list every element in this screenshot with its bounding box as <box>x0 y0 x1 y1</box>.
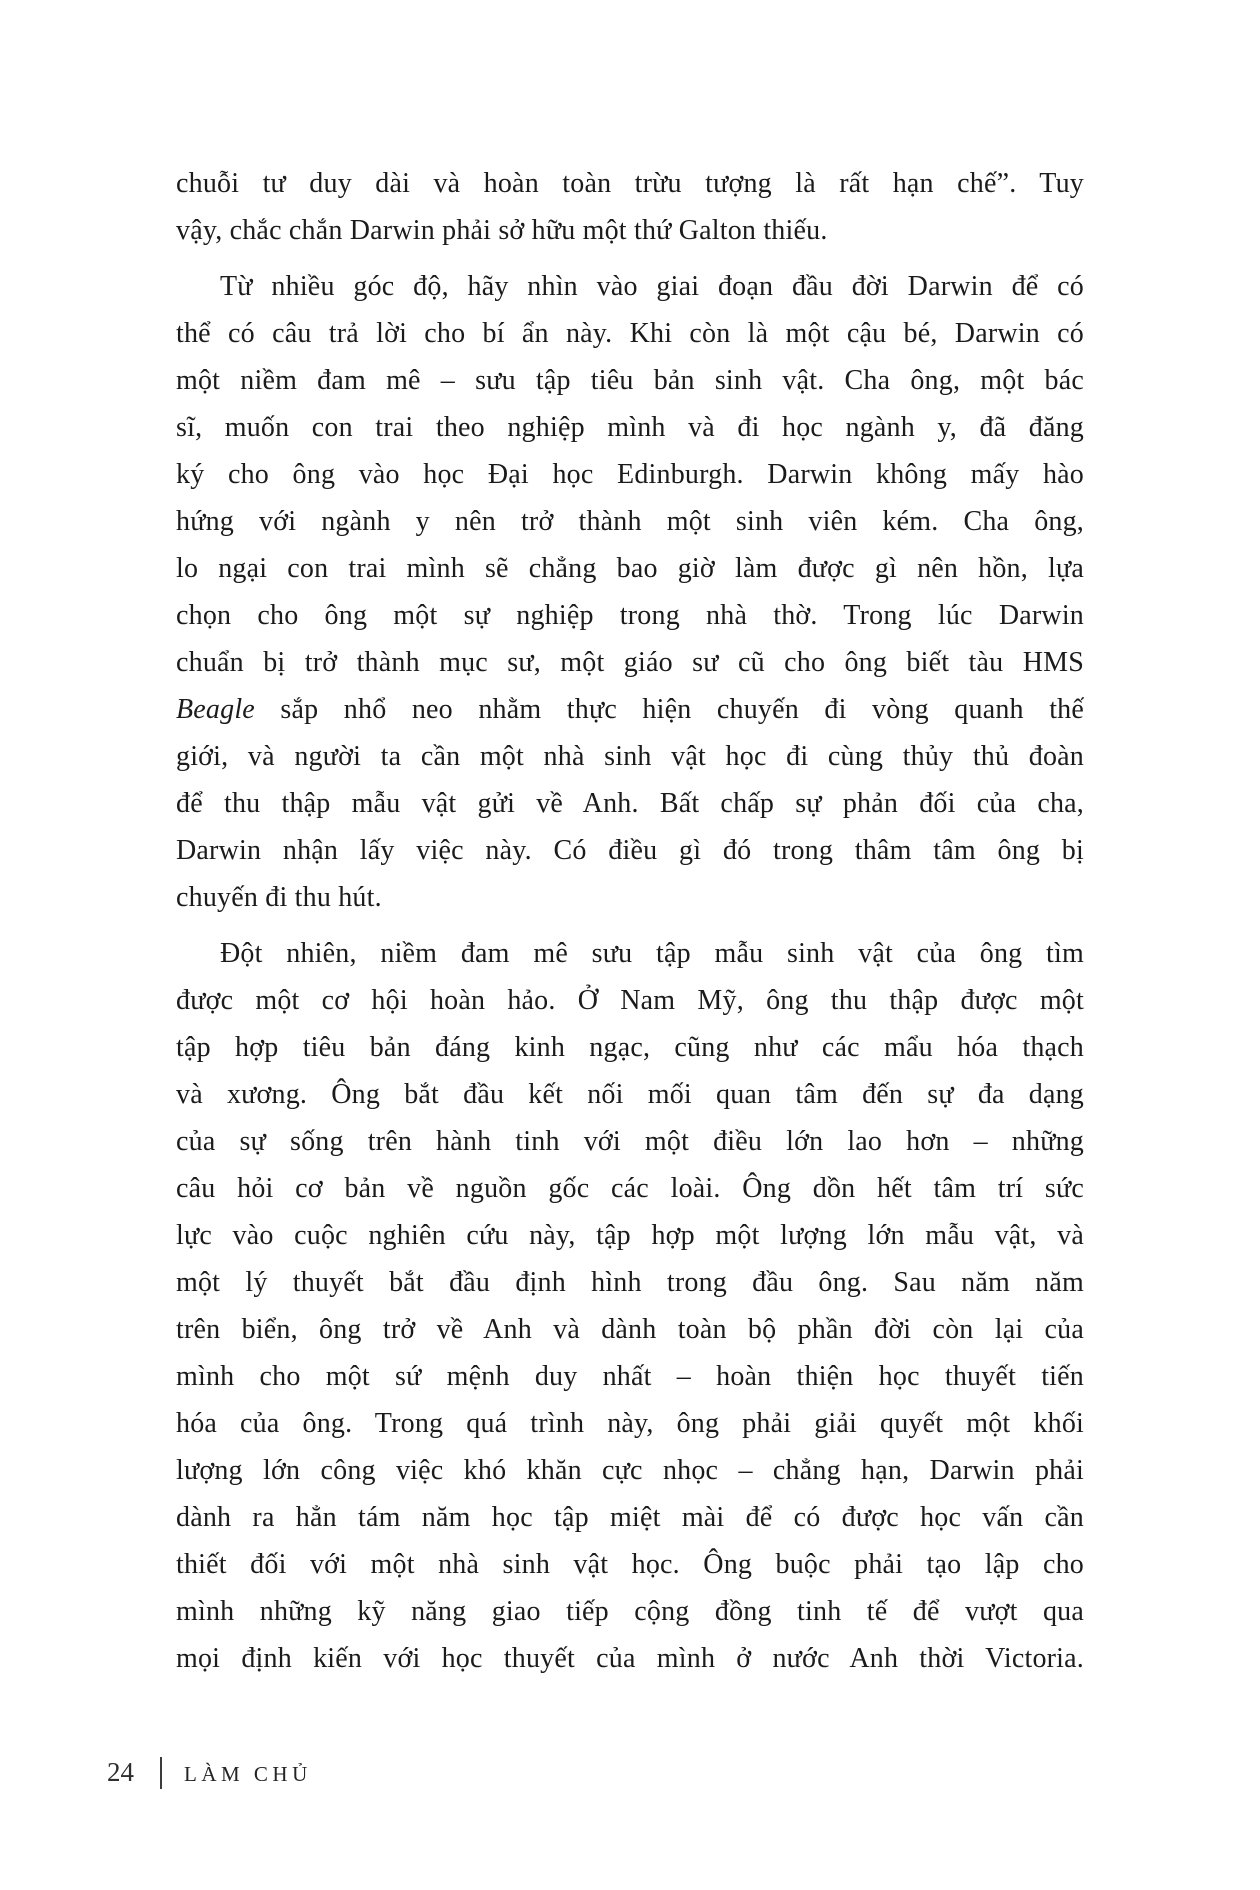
text-line: Từ nhiều góc độ, hãy nhìn vào giai đoạn đầu đời Darwin để có <box>220 271 1084 302</box>
text-line: chọn cho ông một sự nghiệp trong nhà thờ. Trong lúc Darwin <box>176 600 1084 631</box>
text-segment: sắp nhổ neo nhằm thực hiện chuyến đi vòng quanh thế <box>254 694 1084 725</box>
running-title: LÀM CHỦ <box>184 1762 312 1786</box>
text-line: chuyến đi thu hút. <box>176 882 382 913</box>
text-line: Darwin nhận lấy việc này. Có điều gì đó trong thâm tâm ông bị <box>176 835 1084 866</box>
text-line: trên biển, ông trở về Anh và dành toàn bộ phần đời còn lại của <box>176 1314 1084 1345</box>
text-line: mình cho một sứ mệnh duy nhất – hoàn thiện học thuyết tiến <box>176 1361 1084 1392</box>
text-line: hóa của ông. Trong quá trình này, ông phải giải quyết một khối <box>176 1408 1084 1439</box>
text-line: được một cơ hội hoàn hảo. Ở Nam Mỹ, ông thu thập được một <box>176 985 1084 1016</box>
text-line: một lý thuyết bắt đầu định hình trong đầu ông. Sau năm năm <box>176 1267 1084 1298</box>
text-line: chuẩn bị trở thành mục sư, một giáo sư cũ cho ông biết tàu HMS <box>176 647 1084 678</box>
text-line: chuỗi tư duy dài và hoàn toàn trừu tượng là rất hạn chế”. Tuy <box>176 168 1084 199</box>
text-line: mình những kỹ năng giao tiếp cộng đồng tinh tế để vượt qua <box>176 1596 1084 1627</box>
text-line <box>176 686 1084 733</box>
text-line: mọi định kiến với học thuyết của mình ở nước Anh thời Victoria. <box>176 1643 1084 1674</box>
text-line: dành ra hẳn tám năm học tập miệt mài để có được học vấn cần <box>176 1502 1084 1533</box>
body-text <box>176 160 1084 1682</box>
text-line: tập hợp tiêu bản đáng kinh ngạc, cũng như các mẩu hóa thạch <box>176 1032 1084 1063</box>
paragraph <box>176 263 1084 921</box>
text-line: và xương. Ông bắt đầu kết nối mối quan tâm đến sự đa dạng <box>176 1079 1084 1110</box>
text-line: ký cho ông vào học Đại học Edinburgh. Darwin không mấy hào <box>176 459 1084 490</box>
page-footer <box>107 1752 312 1794</box>
text-line: thể có câu trả lời cho bí ẩn này. Khi còn là một cậu bé, Darwin có <box>176 318 1084 349</box>
text-line: câu hỏi cơ bản về nguồn gốc các loài. Ông dồn hết tâm trí sức <box>176 1173 1084 1204</box>
text-line: lực vào cuộc nghiên cứu này, tập hợp một lượng lớn mẫu vật, và <box>176 1220 1084 1251</box>
text-line: hứng với ngành y nên trở thành một sinh viên kém. Cha ông, <box>176 506 1084 537</box>
text-line: một niềm đam mê – sưu tập tiêu bản sinh vật. Cha ông, một bác <box>176 365 1084 396</box>
text-line: lo ngại con trai mình sẽ chẳng bao giờ làm được gì nên hồn, lựa <box>176 553 1084 584</box>
ship-name-italic: Beagle <box>176 694 255 725</box>
text-line: thiết đối với một nhà sinh vật học. Ông buộc phải tạo lập cho <box>176 1549 1084 1580</box>
text-line: Đột nhiên, niềm đam mê sưu tập mẫu sinh vật của ông tìm <box>220 938 1084 969</box>
text-line: giới, và người ta cần một nhà sinh vật học đi cùng thủy thủ đoàn <box>176 741 1084 772</box>
paragraph <box>176 160 1084 254</box>
paragraph <box>176 930 1084 1682</box>
text-line: sĩ, muốn con trai theo nghiệp mình và đi học ngành y, đã đăng <box>176 412 1084 443</box>
text-line: để thu thập mẫu vật gửi về Anh. Bất chấp sự phản đối của cha, <box>176 788 1084 819</box>
page-number: 24 <box>107 1757 134 1787</box>
text-line: lượng lớn công việc khó khăn cực nhọc – chẳng hạn, Darwin phải <box>176 1455 1084 1486</box>
text-line: của sự sống trên hành tinh với một điều lớn lao hơn – những <box>176 1126 1084 1157</box>
footer-divider <box>160 1757 162 1789</box>
text-line: vậy, chắc chắn Darwin phải sở hữu một thứ Galton thiếu. <box>176 215 828 246</box>
